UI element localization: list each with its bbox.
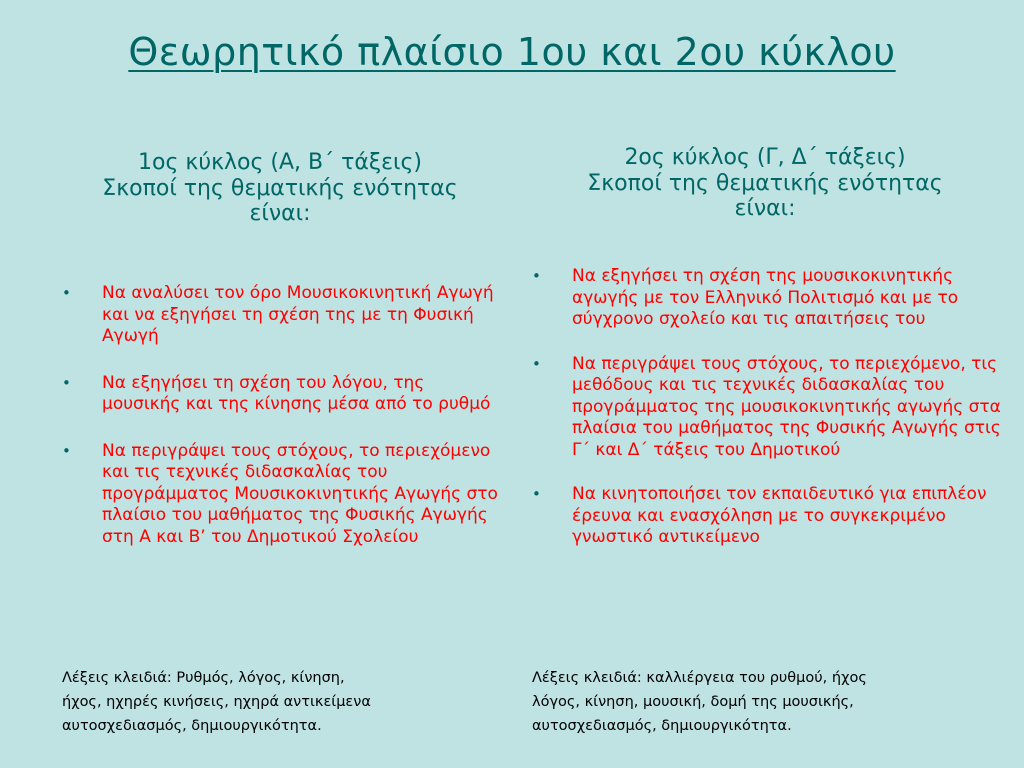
bullet-icon: • [532, 354, 541, 373]
bullet-text: Να εξηγήσει τη σχέση του λόγου, της μουσικής και της κίνησης μέσα από το ρυθμό [102, 372, 491, 414]
right-bullet-list [532, 266, 1012, 572]
left-heading-line: είναι: [249, 201, 311, 227]
keywords-line: Λέξεις κλειδιά: Ρυθμός, λόγος, κίνηση, [62, 670, 345, 686]
list-item [532, 266, 1012, 331]
bullet-text: Να περιγράψει τους στόχους, το περιεχόμενο και τις τεχνικές διδασκαλίας του προγράμματος Μουσικοκινητικής Αγωγής στο πλαίσιο του μαθήματος της Φυσικής Αγωγής στη Α και Β’ του Δημοτικού Σχολείου [102, 440, 498, 547]
left-keywords [62, 666, 502, 738]
bullet-icon: • [532, 267, 541, 285]
list-item [62, 373, 502, 416]
keywords-line: Λέξεις κλειδιά: καλλιέργεια του ρυθμού, ήχος [532, 670, 867, 686]
left-heading-line: Σκοποί της θεματικής ενότητας [102, 175, 458, 201]
left-column-heading [60, 150, 500, 227]
keywords-line: αυτοσχεδιασμός, δημιουργικότητα. [62, 718, 322, 734]
bullet-text: Να κινητοποιήσει τον εκπαιδευτικό για επιπλέον έρευνα και ενασχόληση με το συγκεκριμένο γνωστικό αντικείμενο [572, 484, 987, 547]
keywords-line: ήχος, ηχηρές κινήσεις, ηχηρά αντικείμενα [62, 694, 371, 710]
keywords-line: λόγος, κίνηση, μουσική, δομή της μουσικής, [532, 694, 854, 710]
bullet-icon: • [532, 485, 541, 503]
list-item [532, 484, 1012, 549]
bullet-text: Να εξηγήσει τη σχέση της μουσικοκινητικής αγωγής με τον Ελληνικό Πολιτισμό και με το σύγχρονο σχολείο και τις απαιτήσεις του [572, 266, 959, 329]
bullet-text: Να περιγράψει τους στόχους, το περιεχόμενο, τις μεθόδους και τις τεχνικές διδασκαλίας του προγράμματος της μουσικοκινητικής αγωγής στα πλαίσια του μαθήματος της Φυσικής Αγωγής στις Γ΄ και Δ΄ τάξεις του Δημοτικού [572, 353, 1001, 460]
right-heading-line: είναι: [734, 196, 796, 222]
right-heading-line: Σκοποί της θεματικής ενότητας [587, 170, 943, 196]
list-item [532, 354, 1012, 462]
slide-title: Θεωρητικό πλαίσιο 1ου και 2ου κύκλου [128, 30, 896, 74]
keywords-line: αυτοσχεδιασμός, δημιουργικότητα. [532, 718, 792, 734]
right-keywords [532, 666, 992, 738]
bullet-icon: • [62, 441, 71, 460]
list-item [62, 441, 502, 549]
right-column-heading [540, 145, 990, 222]
right-heading-line: 2ος κύκλος (Γ, Δ΄ τάξεις) [624, 145, 906, 170]
bullet-icon: • [62, 373, 71, 392]
bullet-text: Να αναλύσει τον όρο Μουσικοκινητική Αγωγή και να εξηγήσει τη σχέση της με τη Φυσική Αγωγή [102, 283, 494, 346]
left-heading-line: 1ος κύκλος (Α, Β΄ τάξεις) [138, 150, 422, 175]
list-item [62, 283, 502, 348]
left-bullet-list [62, 283, 502, 573]
bullet-icon: • [62, 284, 71, 302]
